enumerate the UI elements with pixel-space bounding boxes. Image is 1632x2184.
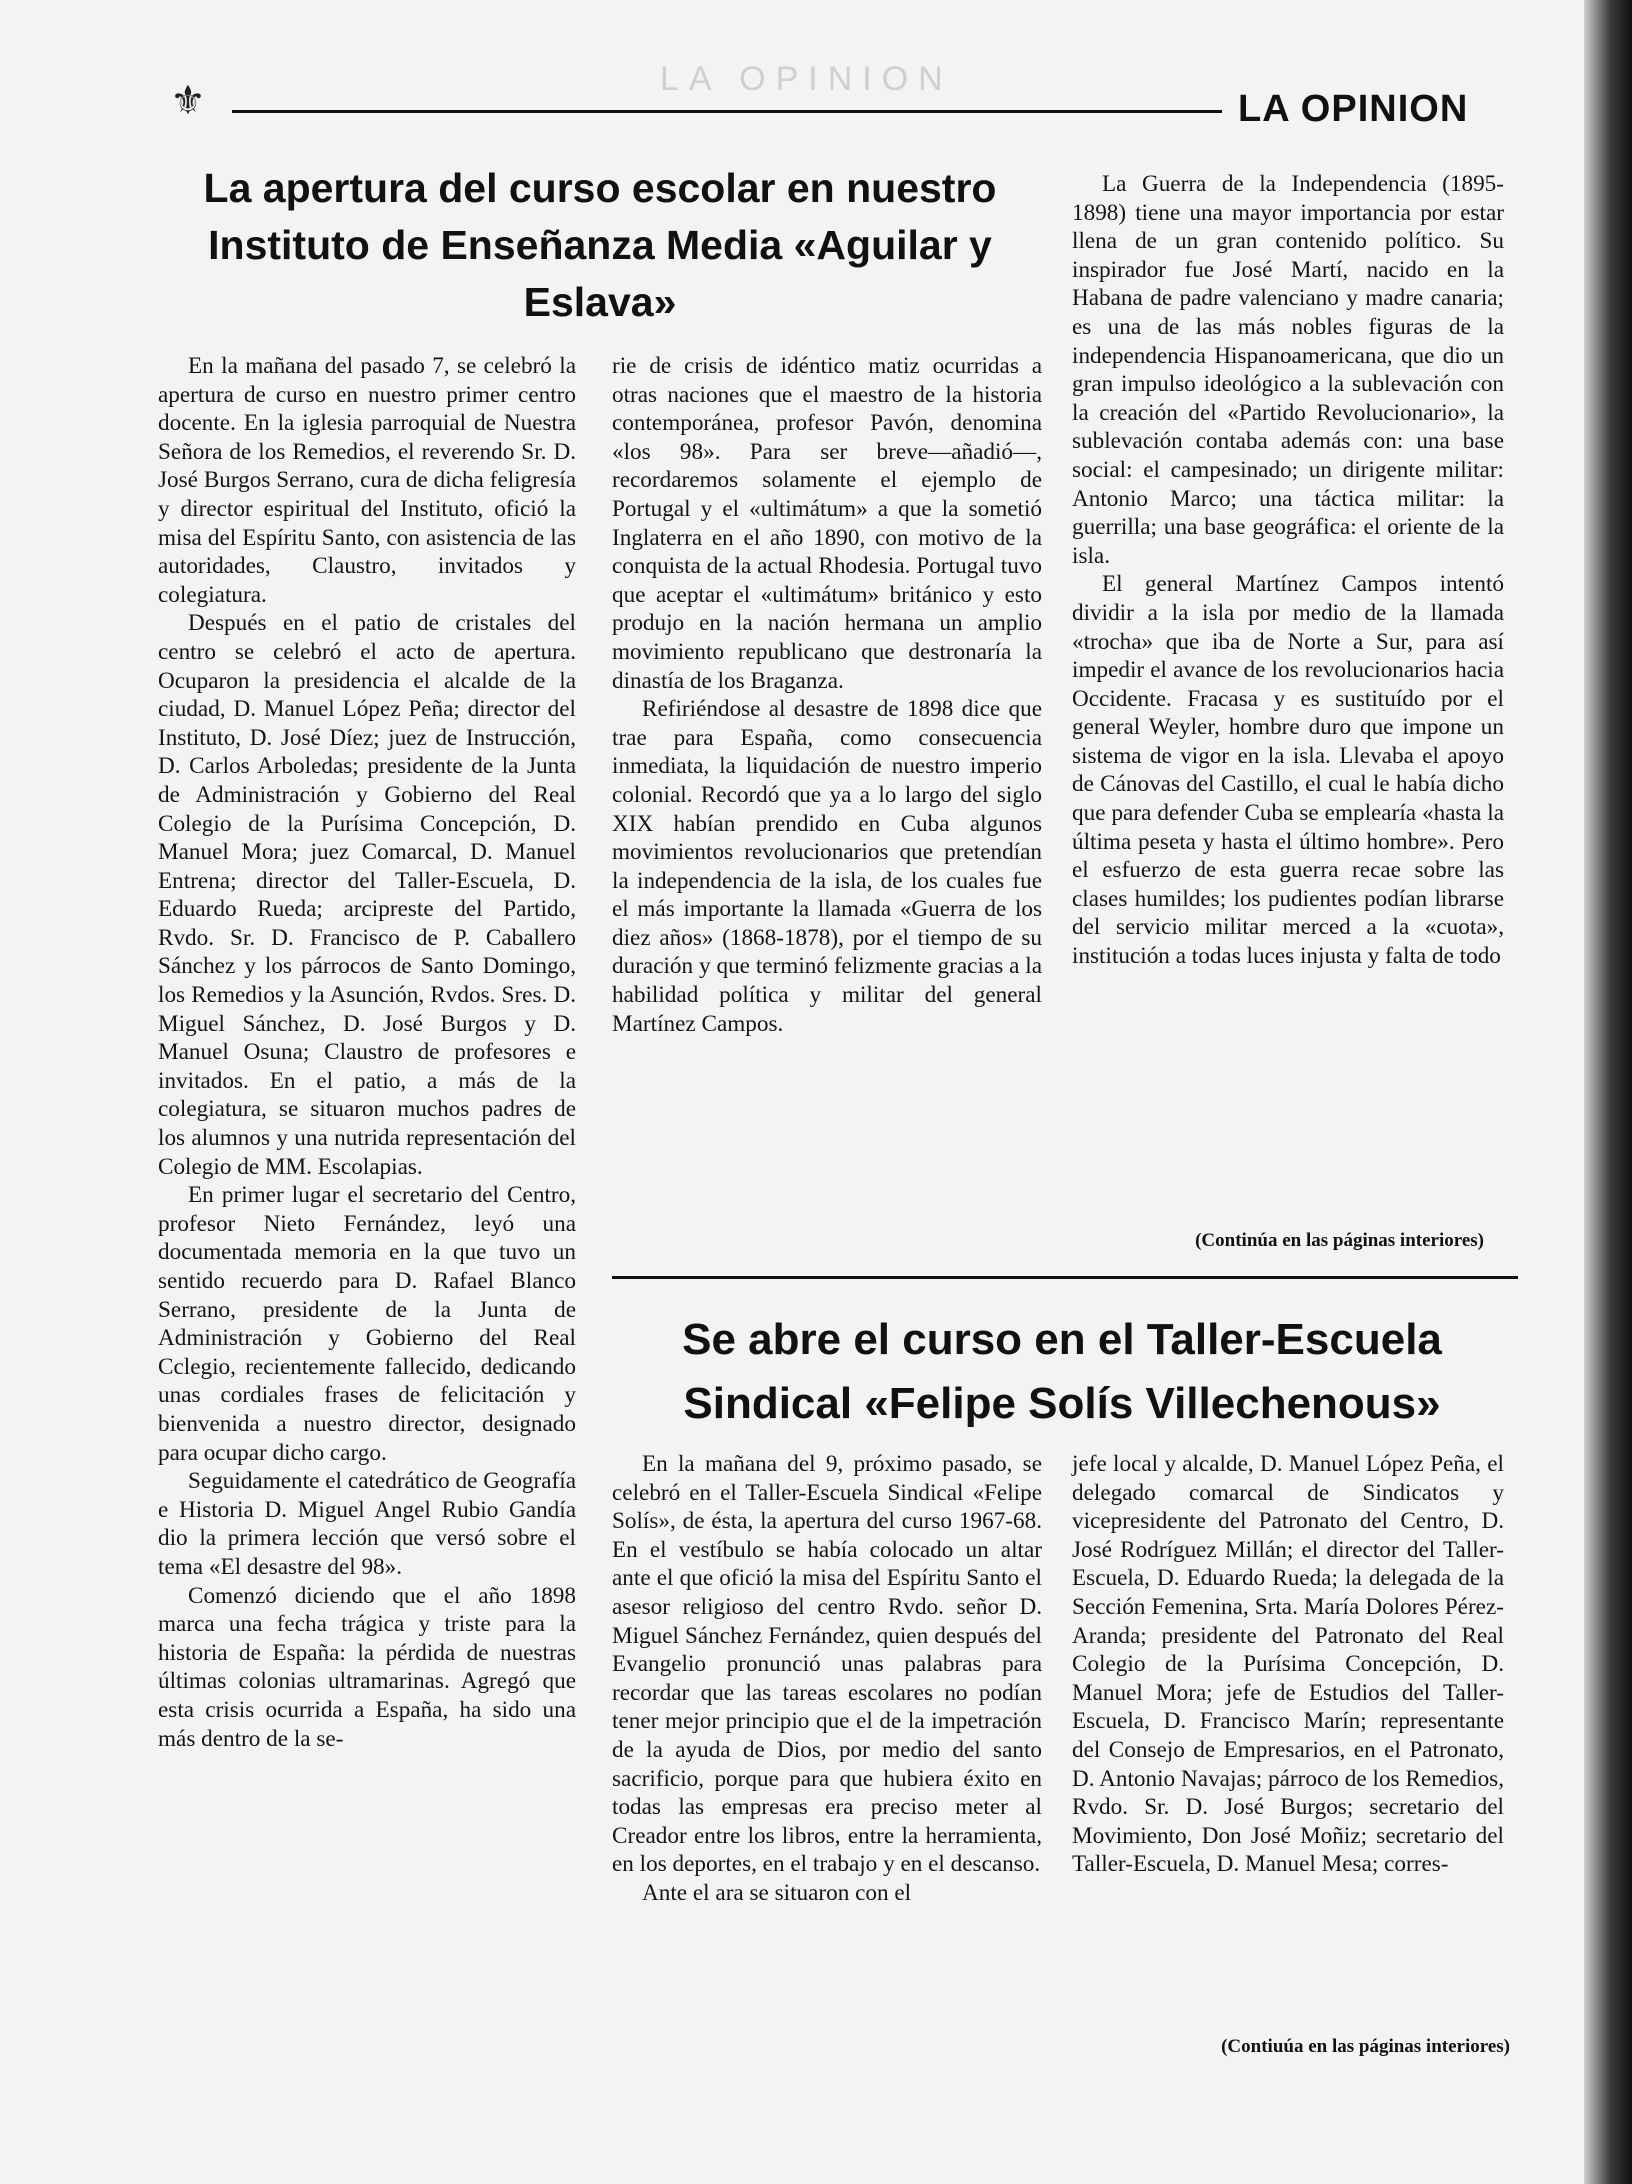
paragraph: rie de crisis de idéntico matiz ocurridas a otras naciones que el maestro de la historia contemporánea, profesor Pavón, denomina «los 98». Para ser breve—añadió—, recordaremos solamente el ejemplo de Portugal y el «ultimátum» a que la sometió Inglaterra en el año 1890, con motivo de la conquista de la actual Rhodesia. Portugal tuvo que aceptar el «ultimátum» británico y esto produjo en la nación hermana un amplio movimiento republicano que destronaría la dinastía de los Braganza.: [612, 353, 1042, 694]
paragraph: Después en el patio de cristales del centro se celebró el acto de apertura. Ocuparon la presidencia el alcalde de la ciudad, D. Manuel López Peña; director del Instituto, D. José Díez; juez de Instrucción, D. Carlos Arboledas; presidente de la Junta de Administración y Gobierno del Real Colegio de la Purísima Concepción, D. Manuel Mora; juez Comarcal, D. Manuel Entrena; director del Taller-Escuela, D. Eduardo Rueda; arcipreste del Partido, Rvdo. Sr. D. Francisco de P. Caballero Sánchez y los párrocos de Santo Domingo, los Remedios y la Asunción, Rvdos. Sres. D. Miguel Sánchez, D. José Burgos y D. Manuel Osuna; Claustro de profesores e invitados. En el patio, a más de la colegiatura, se situaron muchos padres de los alumnos y una nutrida representación del Colegio de MM. Escolapias.: [158, 610, 576, 1180]
article2-headline: Se abre el curso en el Taller-Escuela Sindical «Felipe Solís Villechenous»: [682, 1315, 1442, 1428]
paragraph: En la mañana del pasado 7, se celebró la apertura de curso en nuestro primer centro docente. En la iglesia parroquial de Nuestra Señora de los Remedios, el reverendo Sr. D. José Burgos Serrano, cura de dicha feligresía y director espiritual del Instituto, ofició la misa del Espíritu Santo, con asistencia de las autoridades, Claustro, invitados y colegiatura.: [158, 353, 576, 608]
article1-column-1: [158, 352, 576, 1753]
seal-emblem-icon: ⚜: [170, 79, 206, 123]
bleed-through-masthead: LA OPINION: [660, 60, 953, 98]
paragraph: jefe local y alcalde, D. Manuel López Peña, el delegado comarcal de Sindicatos y vicepresidente del Patronato del Centro, D. José Rodríguez Millán; el director del Taller-Escuela, D. Eduardo Rueda; la delegada de la Sección Femenina, Srta. María Dolores Pérez-Aranda; presidente del Patronato del Real Colegio de la Purísima Concepción, D. Manuel Mora; jefe de Estudios del Taller-Escuela, D. Francisco Marín; representante del Consejo de Empresarios, en el Patronato, D. Antonio Navajas; párroco de los Remedios, Rvdo. Sr. D. José Burgos; secretario del Movimiento, Don José Moñiz; secretario del Taller-Escuela, D. Manuel Mesa; corres-: [1072, 1451, 1504, 1878]
article1-continued-note: (Continúa en las páginas interiores): [1195, 1230, 1484, 1251]
paragraph: Seguidamente el catedrático de Geografía e Historia D. Miguel Angel Rubio Gandía dio la primera lección que versó sobre el tema «El desastre del 98».: [158, 1468, 576, 1580]
article1-column-3: [1072, 170, 1504, 971]
paragraph: Comenzó diciendo que el año 1898 marca una fecha trágica y triste para la historia de España: la pérdida de nuestras últimas colonias ultramarinas. Agregó que esta crisis ocurrida a España, ha sido una más dentro de la se-: [158, 1582, 576, 1752]
paragraph: En la mañana del 9, próximo pasado, se celebró en el Taller-Escuela Sindical «Felipe Solís», de ésta, la apertura del curso 1967-68. En el vestíbulo se había colocado un altar ante el que ofició la misa del Espíritu Santo el asesor religioso del centro Rvdo. señor D. Miguel Sánchez Fernández, quien después del Evangelio pronunció unas palabras para recordar que las tareas escolares no podían tener mejor principio que el de la impetración de la ayuda de Dios, por medio del santo sacrificio, porque para que hubiera éxito en todas las empresas era preciso meter al Creador entre los libros, entre la herramienta, en los deportes, en el trabajo y en el descanso.: [612, 1451, 1042, 1878]
article2-column-1: [612, 1450, 1042, 1908]
paragraph: En primer lugar el secretario del Centro, profesor Nieto Fernández, leyó una documentada memoria en la que tuvo un sentido recuerdo para D. Rafael Blanco Serrano, presidente de la Junta de Administración y Gobierno del Real Cclegio, recientemente fallecido, dedicando unas cordiales frases de felicitación y bienvenida a nuestro director, designado para ocupar dicho cargo.: [158, 1182, 576, 1466]
article2-continued-note: (Contiuúa en las páginas interiores): [1221, 2036, 1510, 2057]
article2-column-2: [1072, 1450, 1504, 1879]
paragraph: El general Martínez Campos intentó dividir a la isla por medio de la llamada «trocha» que iba de Norte a Sur, para así impedir el avance de los revolucionarios hacia Occidente. Fracasa y es sustituído por el general Weyler, hombre duro que impone un sistema de vigor en la isla. Llevaba el apoyo de Cánovas del Castillo, el cual le había dicho que para defender Cuba se emplearía «hasta la última peseta y hasta el último hombre». Pero el esfuerzo de esta guerra recae sobre las clases humildes; los pudientes podían librarse del servicio militar merced a la «cuota», institución a todas luces injusta y falta de todo: [1072, 571, 1504, 970]
paragraph: Refiriéndose al desastre de 1898 dice que trae para España, como consecuencia inmediata, la liquidación de nuestro imperio colonial. Recordó que ya a lo largo del siglo XIX habían prendido en Cuba algunos movimientos revolucionarios que pretendían la independencia de la isla, de los cuales fue el más importante la llamada «Guerra de los diez años» (1868-1878), por el tiempo de su duración y que terminó felizmente gracias a la habilidad política y militar del general Martínez Campos.: [612, 696, 1042, 1037]
article1-column-2: [612, 352, 1042, 1038]
paragraph: La Guerra de la Independencia (1895-1898) tiene una mayor importancia por estar llena de un gran contenido político. Su inspirador fue José Martí, nacido en la Habana de padre valenciano y madre canaria; es una de las más nobles figuras de la independencia Hispanoamericana, que dio un gran impulso ideológico a la sublevación con la creación del «Partido Revolucionario», la sublevación contaba además con: una base social: el campesinado; un dirigente militar: Antonio Marco; una táctica militar: la guerrilla; una base geográfica: el oriente de la isla.: [1072, 171, 1504, 569]
page-binding-edge: [1584, 0, 1632, 2184]
header-rule: [232, 110, 1222, 113]
paragraph: Ante el ara se situaron con el: [642, 1879, 912, 1906]
section-divider: [612, 1276, 1518, 1279]
masthead: LA OPINION: [1238, 88, 1469, 130]
article1-headline: La apertura del curso escolar en nuestro Instituto de Enseñanza Media «Aguilar y Eslava»: [203, 165, 997, 325]
